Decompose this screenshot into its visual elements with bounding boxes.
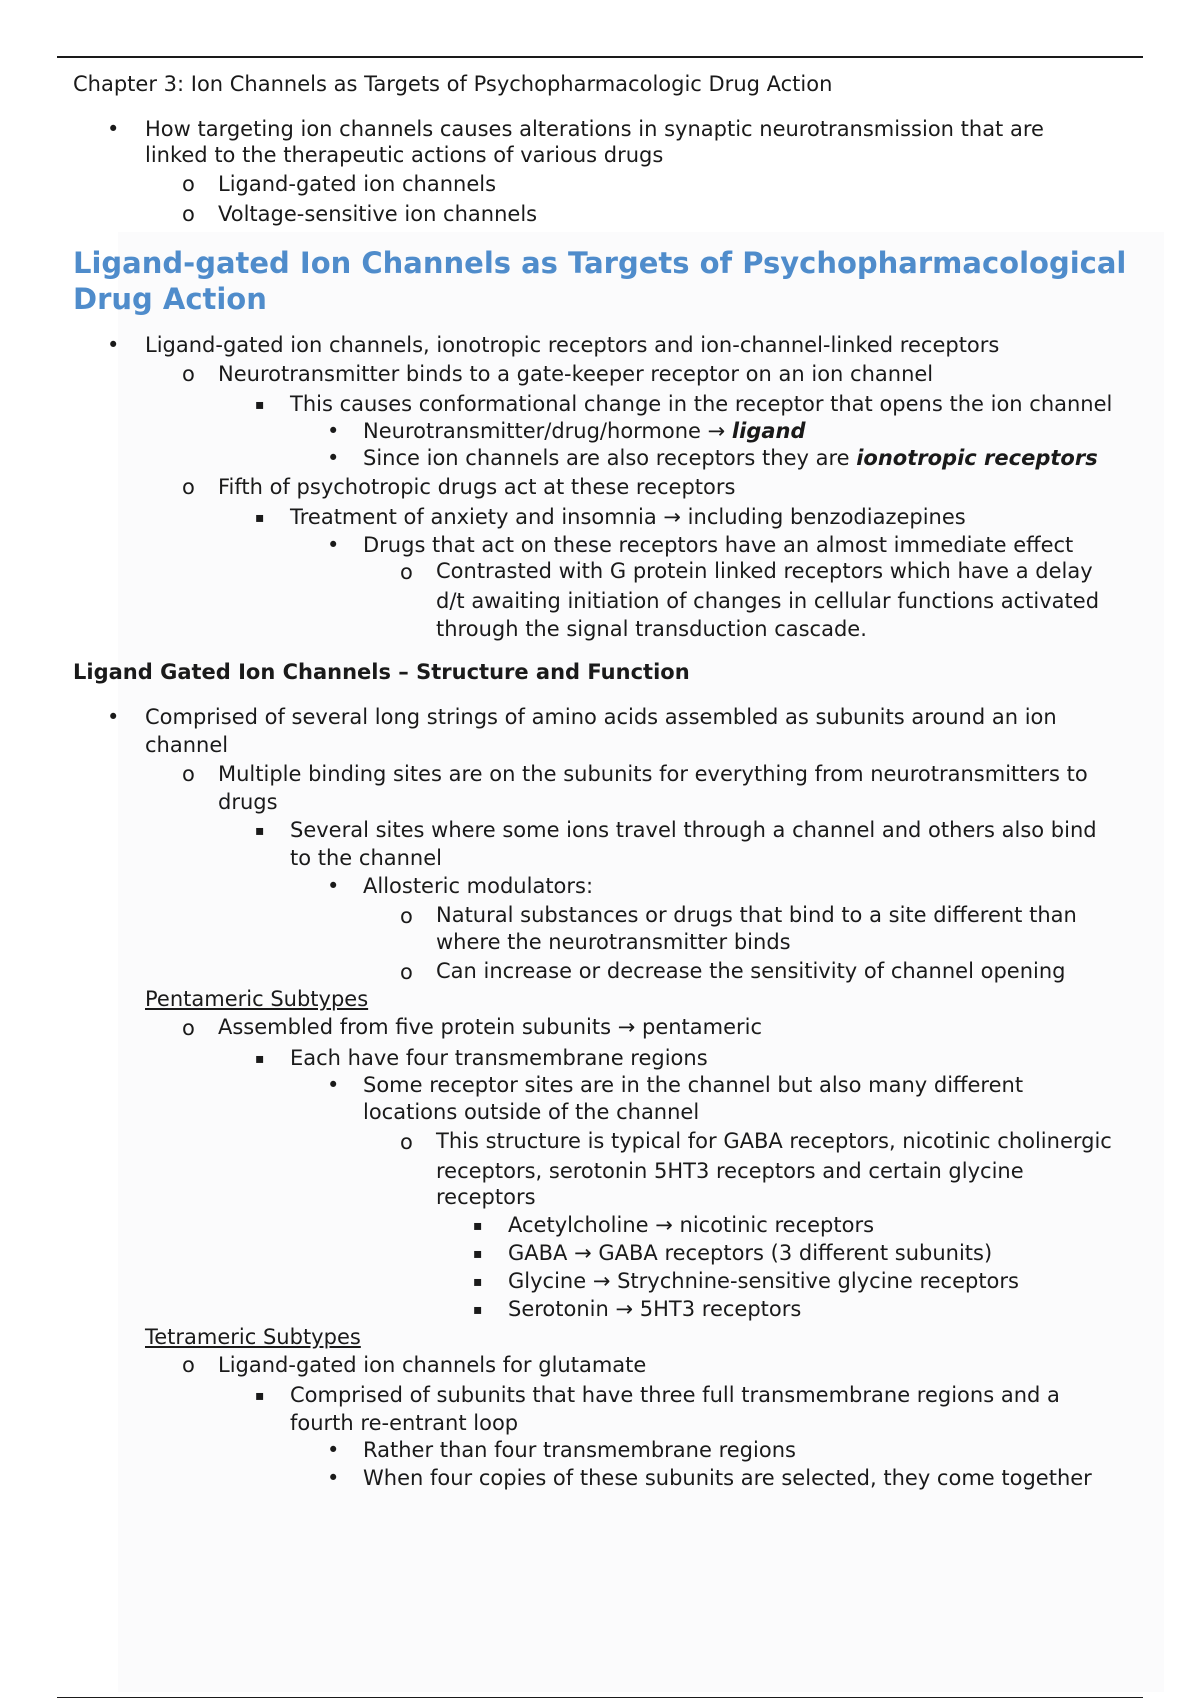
circle-marker: o [182, 1353, 195, 1377]
s2-tetra-1: Ligand-gated ion channels for glutamate [218, 1353, 647, 1377]
s2-tetra-1-1-l2: fourth re-entrant loop [290, 1411, 519, 1435]
s1-b1-2-1: Treatment of anxiety and insomnia → including benzodiazepines [290, 505, 966, 529]
bullet-marker: • [327, 1438, 340, 1462]
square-marker: ▪ [255, 1051, 265, 1067]
circle-marker: o [182, 475, 195, 499]
s1-ionotropic-line [363, 445, 1098, 472]
section1-heading-line2: Drug Action [73, 282, 267, 316]
bottom-rule [57, 1697, 1143, 1698]
square-marker: ▪ [255, 1388, 265, 1404]
section1-heading-line1: Ligand-gated Ion Channels as Targets of Psychopharmacological [73, 246, 1127, 280]
s2-allosteric: Allosteric modulators: [363, 874, 594, 898]
penta-list-item: Serotonin → 5HT3 receptors [508, 1297, 802, 1321]
s1-b1: Ligand-gated ion channels, ionotropic receptors and ion-channel-linked receptors [145, 333, 1000, 357]
s2-penta-sites-l1: Some receptor sites are in the channel but also many different [363, 1073, 1024, 1097]
s1-ionotropic-text: Since ion channels are also receptors they are [363, 446, 857, 470]
s2-penta-1-1: Each have four transmembrane regions [290, 1046, 708, 1070]
s1-b1-1: Neurotransmitter binds to a gate-keeper receptor on an ion channel [218, 362, 934, 386]
s2-b1-1-1-l2: to the channel [290, 846, 442, 870]
circle-marker: o [182, 362, 195, 386]
bullet-marker: • [107, 333, 120, 357]
s2-penta-sites-l2: locations outside of the channel [363, 1100, 700, 1124]
s2-penta-typ-l2: receptors, serotonin 5HT3 receptors and certain glycine [436, 1159, 1024, 1183]
square-marker: ▪ [255, 510, 265, 526]
bullet-marker: • [107, 705, 120, 729]
circle-marker: o [182, 1016, 195, 1040]
s2-b1-l1: Comprised of several long strings of amino acids assembled as subunits around an ion [145, 705, 1057, 729]
circle-marker: o [400, 560, 413, 584]
s2-tetra-1-1-b: When four copies of these subunits are selected, they come together [363, 1466, 1092, 1490]
circle-marker: o [182, 172, 195, 196]
s2-b1-1-l1: Multiple binding sites are on the subunits for everything from neurotransmitters to [218, 762, 1088, 786]
circle-marker: o [400, 904, 413, 928]
s1-b1-1-1: This causes conformational change in the receptor that opens the ion channel [290, 392, 1113, 416]
intro-sub1: Ligand-gated ion channels [218, 172, 497, 196]
s2-allo-ii: Can increase or decrease the sensitivity of channel opening [436, 959, 1066, 983]
s1-contrast-l3: through the signal transduction cascade. [436, 617, 867, 641]
s1-b1-2-1-a: Drugs that act on these receptors have an almost immediate effect [363, 533, 1074, 557]
section2-heading: Ligand Gated Ion Channels – Structure and Function [73, 660, 690, 684]
circle-marker: o [182, 202, 195, 226]
pentameric-heading: Pentameric Subtypes [145, 987, 369, 1011]
square-marker: ▪ [473, 1274, 483, 1290]
square-marker: ▪ [255, 823, 265, 839]
circle-marker: o [400, 1130, 413, 1154]
s2-b1-l2: channel [145, 733, 229, 757]
circle-marker: o [400, 960, 413, 984]
s2-penta-1: Assembled from five protein subunits → pentameric [218, 1015, 763, 1039]
s1-ligand-term: ligand [731, 419, 806, 443]
bullet-marker: • [327, 1466, 340, 1490]
s2-tetra-1-1-l1: Comprised of subunits that have three full transmembrane regions and a [290, 1383, 1060, 1407]
s2-b1-1-l2: drugs [218, 790, 278, 814]
intro-sub2: Voltage-sensitive ion channels [218, 202, 538, 226]
square-marker: ▪ [473, 1218, 483, 1234]
bullet-marker: • [327, 446, 340, 470]
bullet-marker: • [327, 874, 340, 898]
bullet-marker: • [327, 533, 340, 557]
s1-ligand-text: Neurotransmitter/drug/hormone → [363, 419, 732, 443]
top-rule [57, 56, 1143, 58]
s1-b1-2: Fifth of psychotropic drugs act at these receptors [218, 475, 736, 499]
s2-penta-typ-l3: receptors [436, 1185, 536, 1209]
chapter-title: Chapter 3: Ion Channels as Targets of Psychopharmacologic Drug Action [73, 72, 833, 96]
s2-allo-i-l1: Natural substances or drugs that bind to a site different than [436, 903, 1077, 927]
intro-bullet: How targeting ion channels causes alterations in synaptic neurotransmission that are [145, 117, 1044, 141]
square-marker: ▪ [473, 1246, 483, 1262]
s1-ionotropic-term: ionotropic receptors [856, 446, 1098, 470]
square-marker: ▪ [255, 397, 265, 413]
s2-tetra-1-1-a: Rather than four transmembrane regions [363, 1438, 796, 1462]
circle-marker: o [182, 762, 195, 786]
s1-contrast-l2: d/t awaiting initiation of changes in cellular functions activated [436, 589, 1100, 613]
s1-contrast-l1: Contrasted with G protein linked receptors which have a delay [436, 559, 1093, 583]
s2-penta-typ-l1: This structure is typical for GABA receptors, nicotinic cholinergic [436, 1129, 1112, 1153]
bullet-marker: • [327, 419, 340, 443]
penta-list-item: Glycine → Strychnine-sensitive glycine receptors [508, 1269, 1019, 1293]
square-marker: ▪ [473, 1302, 483, 1318]
tetrameric-heading: Tetrameric Subtypes [145, 1325, 361, 1349]
penta-list-item: GABA → GABA receptors (3 different subunits) [508, 1241, 993, 1265]
bullet-marker: • [327, 1073, 340, 1097]
s2-b1-1-1-l1: Several sites where some ions travel through a channel and others also bind [290, 818, 1097, 842]
s1-ligand-line [363, 418, 806, 445]
intro-bullet-cont: linked to the therapeutic actions of various drugs [145, 143, 664, 167]
penta-list-item: Acetylcholine → nicotinic receptors [508, 1213, 875, 1237]
s2-allo-i-l2: where the neurotransmitter binds [436, 930, 791, 954]
bullet-marker: • [107, 117, 120, 141]
